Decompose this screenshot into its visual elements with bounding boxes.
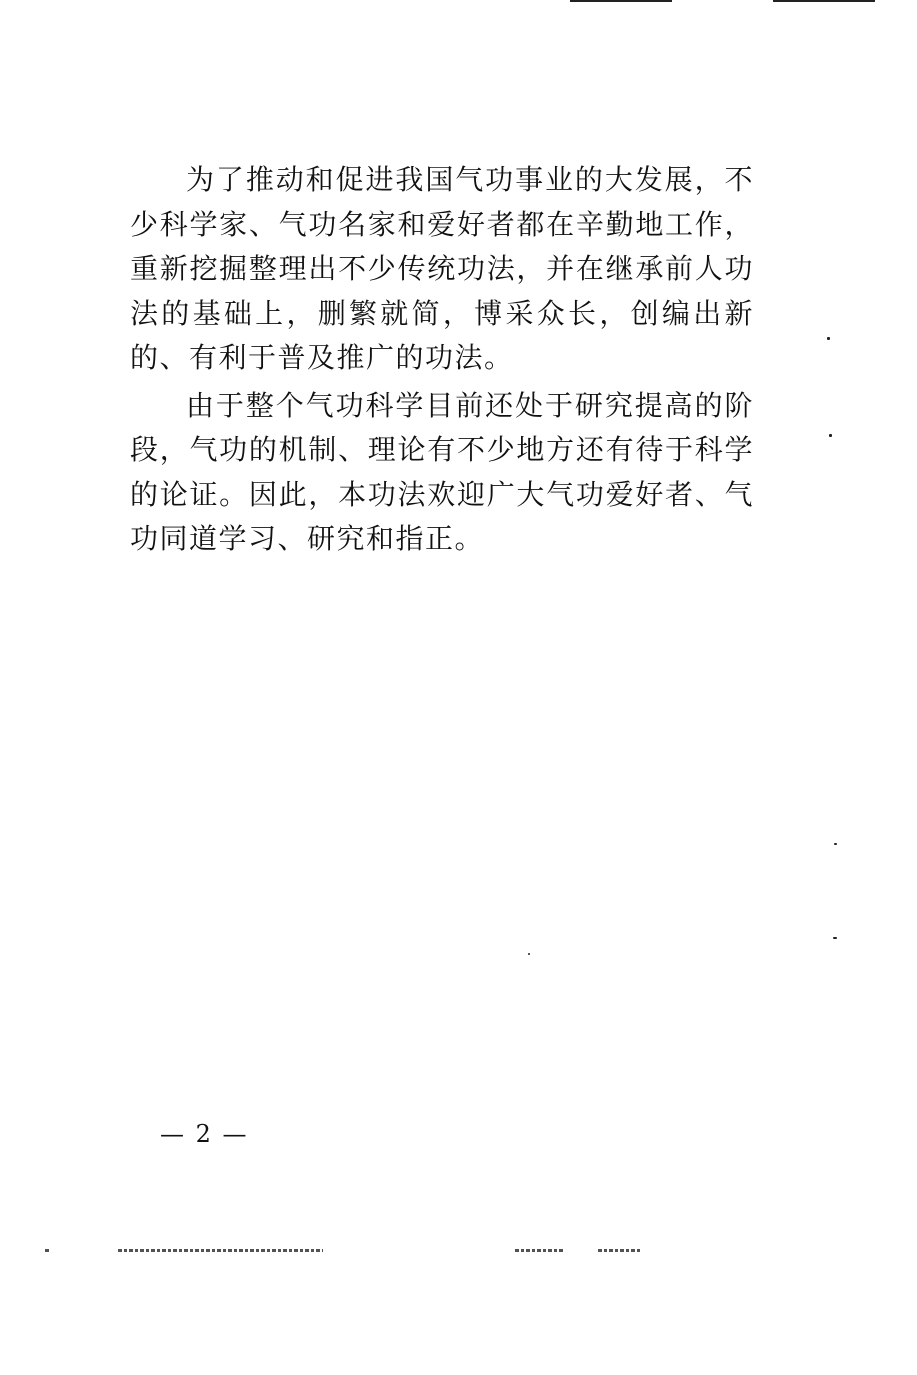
page-number: — 2 — — [160, 1120, 249, 1148]
paragraph-2: 由于整个气功科学目前还处于研究提高的阶段，气功的机制、理论有不少地方还有待于科学的论证。因此，本功法欢迎广大气功爱好者、气功同道学习、研究和指正。 — [130, 388, 754, 555]
scan-artifact — [118, 1249, 323, 1252]
scan-artifact — [515, 1249, 565, 1252]
top-rule-left — [570, 0, 672, 2]
scan-speck — [528, 953, 530, 955]
scan-artifact — [598, 1249, 640, 1252]
scan-speck — [834, 843, 837, 845]
scan-speck — [829, 434, 832, 437]
body-text — [130, 158, 754, 565]
paragraph-1: 为了推动和促进我国气功事业的大发展，不少科学家、气功名家和爱好者都在辛勤地工作，重新挖掘整理出不少传统功法，并在继承前人功法的基础上，删繁就简，博采众长，创编出新的、有利于普及推广的功法。 — [130, 163, 754, 374]
scan-artifact — [45, 1249, 50, 1252]
scan-speck — [827, 337, 830, 340]
top-rule-right — [773, 0, 875, 2]
scan-speck — [833, 937, 837, 939]
